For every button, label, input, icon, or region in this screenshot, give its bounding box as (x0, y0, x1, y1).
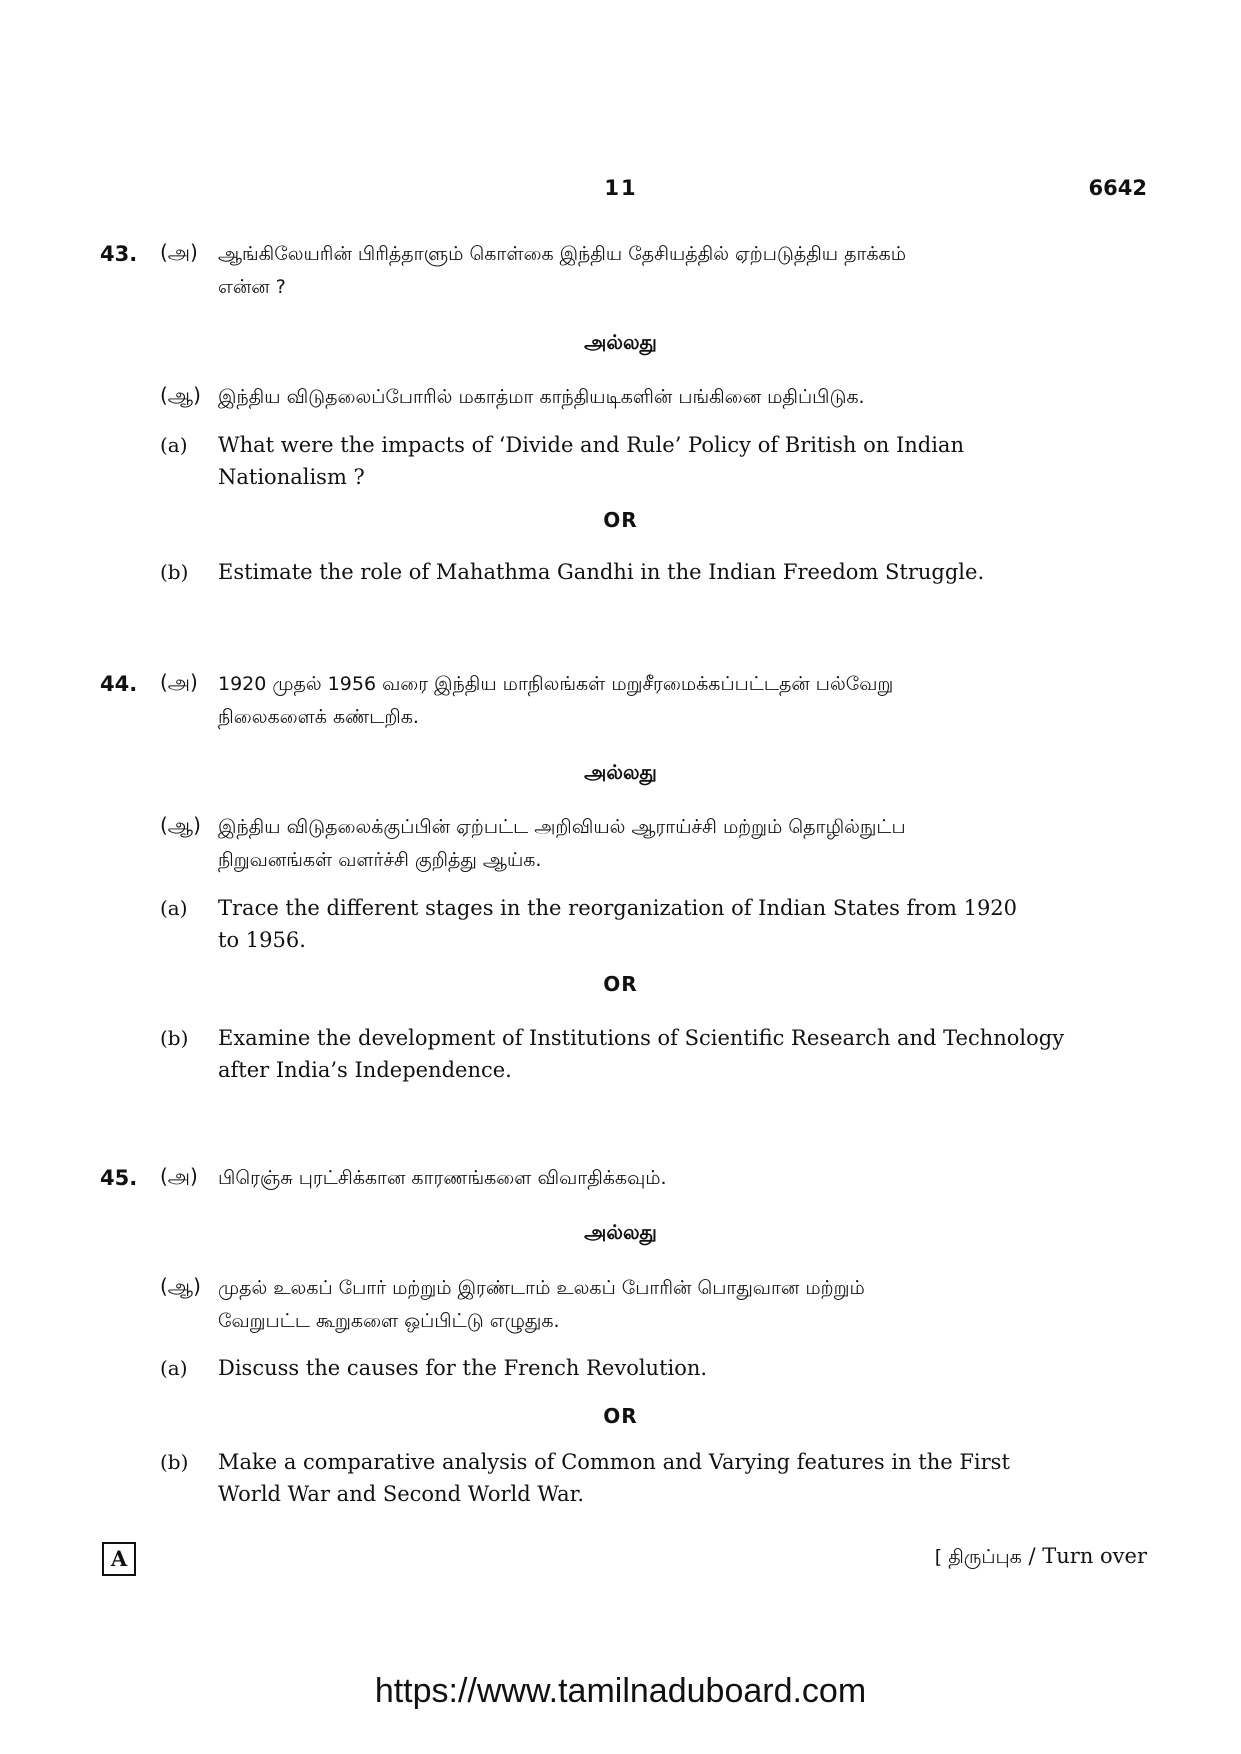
option-text-line: Discuss the causes for the French Revolution. (218, 1356, 708, 1380)
option-text-line: இந்திய விடுதலைக்குப்பின் ஏற்பட்ட அறிவியல் ஆராய்ச்சி மற்றும் தொழில்நுட்ப (218, 816, 906, 838)
turn-over-english: Turn over (1042, 1544, 1147, 1568)
option-text-line: பிரெஞ்சு புரட்சிக்கான காரணங்களை விவாதிக்கவும். (218, 1167, 667, 1189)
paper-code: 6642 (1088, 176, 1147, 200)
option-text-line: வேறுபட்ட கூறுகளை ஒப்பிட்டு எழுதுக. (218, 1310, 560, 1332)
option-marker: (ஆ) (160, 813, 201, 837)
option-text-line: Make a comparative analysis of Common and Varying features in the First (218, 1450, 1010, 1474)
option-text-line: World War and Second World War. (218, 1482, 585, 1506)
option-marker: (ஆ) (160, 1274, 201, 1298)
option-text-line: Nationalism ? (218, 465, 365, 489)
page-number: 11 (604, 176, 638, 200)
option-marker: (a) (160, 1356, 188, 1380)
option-text-line: ஆங்கிலேயரின் பிரித்தாளும் கொள்கை இந்திய தேசியத்தில் ஏற்படுத்திய தாக்கம் (218, 243, 906, 265)
turn-over-separator: / (1021, 1544, 1043, 1568)
or-separator-tamil: அல்லது (584, 1220, 657, 1244)
option-text-line: இந்திய விடுதலைப்போரில் மகாத்மா காந்தியடிகளின் பங்கினை மதிப்பிடுக. (218, 386, 865, 408)
or-separator-tamil: அல்லது (584, 760, 657, 784)
option-text-line: to 1956. (218, 928, 306, 952)
option-text-line: 1920 முதல் 1956 வரை இந்திய மாநிலங்கள் மறுசீரமைக்கப்பட்டதன் பல்வேறு (218, 673, 894, 695)
question-number: 44. (100, 672, 138, 696)
option-marker: (அ) (160, 1164, 198, 1188)
option-text-line: Estimate the role of Mahathma Gandhi in the Indian Freedom Struggle. (218, 560, 985, 584)
paper-version-box: A (102, 1542, 136, 1576)
option-text-line: என்ன ? (218, 276, 286, 298)
turn-over-tamil: [ திருப்புக (934, 1546, 1022, 1568)
option-marker: (b) (160, 1026, 189, 1050)
option-marker: (ஆ) (160, 383, 201, 407)
question-number: 45. (100, 1166, 138, 1190)
or-separator-tamil: அல்லது (584, 330, 657, 354)
option-text-line: What were the impacts of ‘Divide and Rule’ Policy of British on Indian (218, 433, 964, 457)
option-text-line: முதல் உலகப் போர் மற்றும் இரண்டாம் உலகப் போரின் பொதுவான மற்றும் (218, 1277, 865, 1299)
option-text-line: நிறுவனங்கள் வளர்ச்சி குறித்து ஆய்க. (218, 849, 542, 871)
turn-over-note (935, 1544, 1147, 1571)
or-separator-english: OR (603, 508, 638, 532)
option-marker: (அ) (160, 670, 198, 694)
option-marker: (a) (160, 433, 188, 457)
option-marker: (a) (160, 896, 188, 920)
option-text-line: Trace the different stages in the reorganization of Indian States from 1920 (218, 896, 1018, 920)
option-text-line: Examine the development of Institutions of Scientific Research and Technology (218, 1026, 1065, 1050)
watermark-url: https://www.tamilnaduboard.com (374, 1672, 867, 1710)
option-marker: (அ) (160, 240, 198, 264)
option-marker: (b) (160, 560, 189, 584)
option-text-line: நிலைகளைக் கண்டறிக. (218, 706, 419, 728)
question-number: 43. (100, 242, 138, 266)
option-marker: (b) (160, 1450, 189, 1474)
or-separator-english: OR (603, 1404, 638, 1428)
option-text-line: after India’s Independence. (218, 1058, 512, 1082)
or-separator-english: OR (603, 972, 638, 996)
page-header (0, 176, 1241, 208)
